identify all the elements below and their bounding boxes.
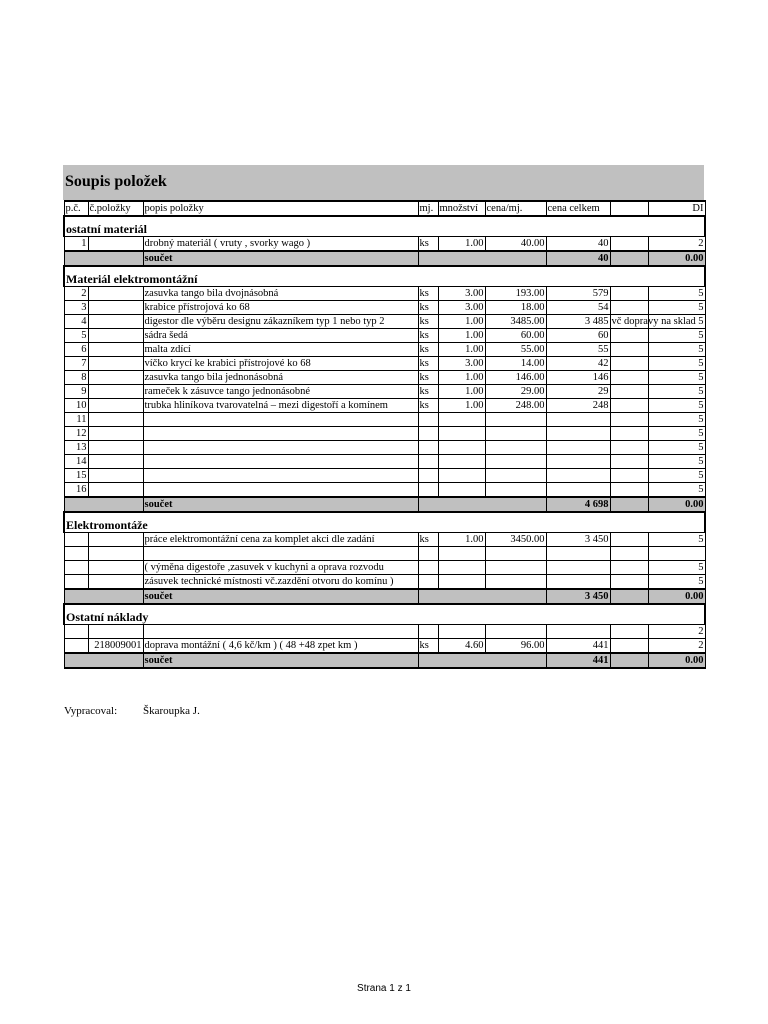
page-number: Strana 1 z 1 [357, 983, 411, 994]
cell-mj: ks [418, 287, 438, 301]
sum-dph: 0.00 [648, 497, 705, 512]
cell-cena-celkem [546, 575, 610, 590]
table-row [64, 343, 705, 357]
cell-popis [143, 455, 418, 469]
cell-polozka [88, 547, 143, 561]
table-row [64, 371, 705, 385]
cell-popis: zasuvka tango bila jednonásobná [143, 371, 418, 385]
cell-dph: 5 [648, 385, 705, 399]
table-row [64, 455, 705, 469]
cell-polozka: 218009001 [88, 639, 143, 654]
cell-mnozstvi: 4.60 [438, 639, 485, 654]
cell-polozka [88, 483, 143, 498]
cell-cena-celkem [546, 547, 610, 561]
table-row [64, 561, 705, 575]
table-row [64, 441, 705, 455]
cell-polozka [88, 315, 143, 329]
cell-cena-mj: 60.00 [485, 329, 546, 343]
cell-mj [418, 547, 438, 561]
cell-dph: 5 [648, 427, 705, 441]
cell-dph: 5 [648, 575, 705, 590]
cell-cena-celkem [546, 483, 610, 498]
cell-popis [143, 625, 418, 639]
cell-mnozstvi: 1.00 [438, 385, 485, 399]
cell-mnozstvi [438, 483, 485, 498]
cell-mj [418, 575, 438, 590]
cell-mj [418, 483, 438, 498]
cell-mnozstvi: 1.00 [438, 371, 485, 385]
table-row [64, 547, 705, 561]
cell-mj: ks [418, 315, 438, 329]
cell-cena-celkem [546, 469, 610, 483]
cell-extra [610, 357, 648, 371]
cell-mj [418, 625, 438, 639]
cell-polozka [88, 533, 143, 547]
cell-mj [418, 441, 438, 455]
cell-cena-celkem: 55 [546, 343, 610, 357]
prepared-by-label: Vypracoval: [64, 705, 118, 717]
cell-popis: krabice přístrojová ko 68 [143, 301, 418, 315]
cell-extra [610, 399, 648, 413]
cell-popis: práce elektromontážní cena za komplet akci dle zadání [143, 533, 418, 547]
cell-cena-celkem: 248 [546, 399, 610, 413]
cell-popis: doprava montážní ( 4,6 kč/km ) ( 48 +48 zpet km ) [143, 639, 418, 654]
cell-mj [418, 455, 438, 469]
cell-cena-celkem [546, 413, 610, 427]
cell-pc: 12 [64, 427, 88, 441]
header-row [64, 201, 705, 216]
cell-cena-celkem [546, 441, 610, 455]
cell-mnozstvi: 3.00 [438, 287, 485, 301]
cell-pc: 13 [64, 441, 88, 455]
cell-extra [610, 385, 648, 399]
section-title: Elektromontáže [64, 512, 705, 533]
sum-total: 3 450 [546, 589, 610, 604]
cell-cena-mj [485, 561, 546, 575]
sum-spacer [64, 497, 143, 512]
cell-mj: ks [418, 399, 438, 413]
cell-popis [143, 441, 418, 455]
cell-cena-mj [485, 413, 546, 427]
cell-extra [610, 371, 648, 385]
cell-cena-mj: 55.00 [485, 343, 546, 357]
cell-polozka [88, 625, 143, 639]
header-cena-mj: cena/mj. [485, 201, 546, 216]
cell-pc [64, 625, 88, 639]
sum-spacer [418, 497, 546, 512]
cell-cena-mj: 29.00 [485, 385, 546, 399]
cell-polozka [88, 329, 143, 343]
cell-mj: ks [418, 533, 438, 547]
cell-mnozstvi: 3.00 [438, 357, 485, 371]
cell-polozka [88, 561, 143, 575]
cell-mj: ks [418, 301, 438, 315]
cell-pc [64, 639, 88, 654]
cell-cena-mj: 40.00 [485, 237, 546, 252]
cell-cena-celkem: 579 [546, 287, 610, 301]
cell-mj [418, 469, 438, 483]
cell-pc: 5 [64, 329, 88, 343]
cell-popis: rameček k zásuvce tango jednonásobné [143, 385, 418, 399]
cell-extra [610, 413, 648, 427]
cell-dph: 2 [648, 625, 705, 639]
cell-dph: 5 [648, 533, 705, 547]
sum-label: součet [143, 653, 418, 668]
cell-cena-celkem [546, 625, 610, 639]
cell-cena-celkem: 29 [546, 385, 610, 399]
cell-popis: trubka hliníkova tvarovatelná – mezi digestoří a komínem [143, 399, 418, 413]
cell-dph: 5 [648, 483, 705, 498]
cell-pc: 14 [64, 455, 88, 469]
cell-popis: malta zdící [143, 343, 418, 357]
cell-cena-mj: 96.00 [485, 639, 546, 654]
cell-extra [610, 639, 648, 654]
cell-cena-celkem: 3 485 [546, 315, 610, 329]
cell-popis: víčko krycí ke krabici přístrojové ko 68 [143, 357, 418, 371]
cell-popis [143, 413, 418, 427]
cell-dph: 5 [648, 561, 705, 575]
sum-dph: 0.00 [648, 589, 705, 604]
section-title-row [64, 266, 705, 287]
sum-spacer [610, 497, 648, 512]
cell-extra [610, 343, 648, 357]
cell-mj: ks [418, 237, 438, 252]
sum-total: 441 [546, 653, 610, 668]
cell-cena-mj [485, 469, 546, 483]
sum-spacer [64, 653, 143, 668]
cell-dph [648, 547, 705, 561]
sum-dph: 0.00 [648, 653, 705, 668]
cell-mnozstvi [438, 427, 485, 441]
cell-mnozstvi: 1.00 [438, 315, 485, 329]
cell-cena-mj [485, 455, 546, 469]
table-row [64, 413, 705, 427]
cell-pc: 8 [64, 371, 88, 385]
cell-pc [64, 575, 88, 590]
cell-popis: zásuvek technické místnosti vč.zazdění otvoru do komínu ) [143, 575, 418, 590]
cell-popis [143, 469, 418, 483]
cell-mj: ks [418, 639, 438, 654]
cell-pc: 16 [64, 483, 88, 498]
header-mnozstvi: množství [438, 201, 485, 216]
cell-mnozstvi: 1.00 [438, 533, 485, 547]
cell-extra [610, 575, 648, 590]
header-pc: p.č. [64, 201, 88, 216]
budget-sheet [63, 165, 704, 669]
cell-polozka [88, 385, 143, 399]
header-extra [610, 201, 648, 216]
cell-extra [610, 561, 648, 575]
cell-dph: 5 [648, 413, 705, 427]
cell-mnozstvi [438, 575, 485, 590]
section-title: ostatní materiál [64, 216, 705, 237]
sum-row [64, 251, 705, 266]
cell-cena-mj: 3450.00 [485, 533, 546, 547]
cell-polozka [88, 357, 143, 371]
cell-cena-mj: 193.00 [485, 287, 546, 301]
cell-cena-mj [485, 441, 546, 455]
table-row [64, 483, 705, 498]
cell-polozka [88, 575, 143, 590]
table-row [64, 469, 705, 483]
cell-polozka [88, 399, 143, 413]
cell-extra [610, 625, 648, 639]
cell-cena-celkem: 3 450 [546, 533, 610, 547]
sum-spacer [64, 251, 143, 266]
cell-pc: 2 [64, 287, 88, 301]
table-row [64, 357, 705, 371]
table-row [64, 385, 705, 399]
table-row [64, 427, 705, 441]
cell-pc: 6 [64, 343, 88, 357]
header-popis: popis položky [143, 201, 418, 216]
section-title: Ostatní náklady [64, 604, 705, 625]
cell-polozka [88, 237, 143, 252]
cell-mnozstvi: 1.00 [438, 343, 485, 357]
cell-extra [610, 287, 648, 301]
cell-popis: drobný materiál ( vruty , svorky wago ) [143, 237, 418, 252]
table-row [64, 237, 705, 252]
sum-spacer [64, 589, 143, 604]
cell-polozka [88, 287, 143, 301]
cell-cena-celkem: 441 [546, 639, 610, 654]
cell-extra [610, 483, 648, 498]
table-row [64, 287, 705, 301]
cell-extra [610, 455, 648, 469]
cell-extra [610, 301, 648, 315]
cell-extra [610, 441, 648, 455]
cell-dph: 5 [648, 343, 705, 357]
sum-label: součet [143, 589, 418, 604]
sum-row [64, 589, 705, 604]
cell-mj: ks [418, 357, 438, 371]
cell-pc [64, 561, 88, 575]
table-row [64, 533, 705, 547]
cell-mnozstvi: 1.00 [438, 329, 485, 343]
sum-spacer [418, 251, 546, 266]
cell-popis [143, 427, 418, 441]
cell-dph: 5 [648, 441, 705, 455]
cell-mnozstvi: 1.00 [438, 237, 485, 252]
table-row [64, 625, 705, 639]
cell-popis [143, 483, 418, 498]
cell-mnozstvi [438, 413, 485, 427]
cell-mnozstvi [438, 547, 485, 561]
cell-popis: zasuvka tango bila dvojnásobná [143, 287, 418, 301]
cell-extra [610, 329, 648, 343]
sum-total: 40 [546, 251, 610, 266]
cell-cena-mj [485, 575, 546, 590]
cell-extra: vč dopravy na sklad [611, 316, 696, 327]
table-row [64, 399, 705, 413]
sum-label: součet [143, 251, 418, 266]
cell-mnozstvi [438, 469, 485, 483]
cell-pc: 10 [64, 399, 88, 413]
cell-dph: 2 [648, 237, 705, 252]
cell-mj: ks [418, 371, 438, 385]
sum-row [64, 653, 705, 668]
cell-cena-celkem: 60 [546, 329, 610, 343]
sum-spacer [610, 589, 648, 604]
cell-polozka [88, 301, 143, 315]
sum-label: součet [143, 497, 418, 512]
cell-pc: 7 [64, 357, 88, 371]
cell-mnozstvi [438, 561, 485, 575]
cell-mnozstvi: 3.00 [438, 301, 485, 315]
cell-cena-celkem: 40 [546, 237, 610, 252]
sum-spacer [610, 251, 648, 266]
cell-cena-mj: 3485.00 [485, 315, 546, 329]
cell-cena-mj: 248.00 [485, 399, 546, 413]
header-polozka: č.položky [88, 201, 143, 216]
cell-pc: 9 [64, 385, 88, 399]
table-row [64, 315, 705, 329]
cell-dph: 5 [648, 371, 705, 385]
cell-pc: 1 [64, 237, 88, 252]
table-row [64, 301, 705, 315]
cell-extra [610, 237, 648, 252]
prepared-by-name: Škaroupka J. [143, 705, 200, 717]
section-title-row [64, 604, 705, 625]
cell-cena-mj: 146.00 [485, 371, 546, 385]
cell-polozka [88, 441, 143, 455]
cell-dph: 5 [648, 315, 705, 329]
cell-dph: 5 [648, 455, 705, 469]
cell-cena-mj [485, 427, 546, 441]
cell-cena-mj [485, 625, 546, 639]
cell-mj: ks [418, 385, 438, 399]
cell-cena-mj [485, 547, 546, 561]
cell-extra [610, 427, 648, 441]
cell-mnozstvi: 1.00 [438, 399, 485, 413]
section-title: Materiál elektromontážní [64, 266, 705, 287]
cell-pc [64, 533, 88, 547]
sum-dph: 0.00 [648, 251, 705, 266]
cell-polozka [88, 469, 143, 483]
sum-spacer [418, 653, 546, 668]
cell-dph: 2 [648, 639, 705, 654]
items-table [63, 200, 706, 669]
sum-spacer [610, 653, 648, 668]
cell-cena-mj [485, 483, 546, 498]
cell-extra [610, 533, 648, 547]
table-row [64, 329, 705, 343]
cell-cena-celkem [546, 455, 610, 469]
cell-dph: 5 [648, 287, 705, 301]
section-title-row [64, 512, 705, 533]
sheet-title: Soupis položek [65, 173, 167, 190]
header-mj: mj. [418, 201, 438, 216]
cell-popis: sádra šedá [143, 329, 418, 343]
cell-polozka [88, 427, 143, 441]
cell-cena-celkem: 54 [546, 301, 610, 315]
cell-cena-mj: 14.00 [485, 357, 546, 371]
cell-pc [64, 547, 88, 561]
cell-mj [418, 427, 438, 441]
cell-pc: 3 [64, 301, 88, 315]
title-bar [63, 165, 704, 200]
cell-cena-celkem: 42 [546, 357, 610, 371]
cell-dph: 5 [648, 399, 705, 413]
sum-spacer [418, 589, 546, 604]
cell-polozka [88, 343, 143, 357]
cell-cena-mj: 18.00 [485, 301, 546, 315]
cell-polozka [88, 371, 143, 385]
header-dph: DI [648, 201, 705, 216]
cell-mnozstvi [438, 441, 485, 455]
cell-extra [610, 469, 648, 483]
section-title-row [64, 216, 705, 237]
cell-extra [610, 547, 648, 561]
table-row [64, 575, 705, 590]
cell-pc: 4 [64, 315, 88, 329]
cell-polozka [88, 413, 143, 427]
cell-dph: 5 [648, 329, 705, 343]
cell-popis: ( výměna digestoře ,zasuvek v kuchyni a oprava rozvodu [143, 561, 418, 575]
cell-cena-celkem: 146 [546, 371, 610, 385]
sum-row [64, 497, 705, 512]
cell-mj [418, 413, 438, 427]
cell-dph: 5 [648, 357, 705, 371]
cell-mj: ks [418, 329, 438, 343]
cell-popis: digestor dle výběru designu zákazníkem typ 1 nebo typ 2 [143, 315, 418, 329]
cell-pc: 11 [64, 413, 88, 427]
cell-mnozstvi [438, 455, 485, 469]
cell-polozka [88, 455, 143, 469]
header-cena-celkem: cena celkem [546, 201, 610, 216]
sum-total: 4 698 [546, 497, 610, 512]
cell-cena-celkem [546, 561, 610, 575]
cell-mnozstvi [438, 625, 485, 639]
cell-popis [143, 547, 418, 561]
cell-dph: 5 [648, 469, 705, 483]
cell-cena-celkem [546, 427, 610, 441]
cell-mj [418, 561, 438, 575]
table-row [64, 639, 705, 654]
cell-pc: 15 [64, 469, 88, 483]
cell-dph: 5 [648, 301, 705, 315]
cell-mj: ks [418, 343, 438, 357]
